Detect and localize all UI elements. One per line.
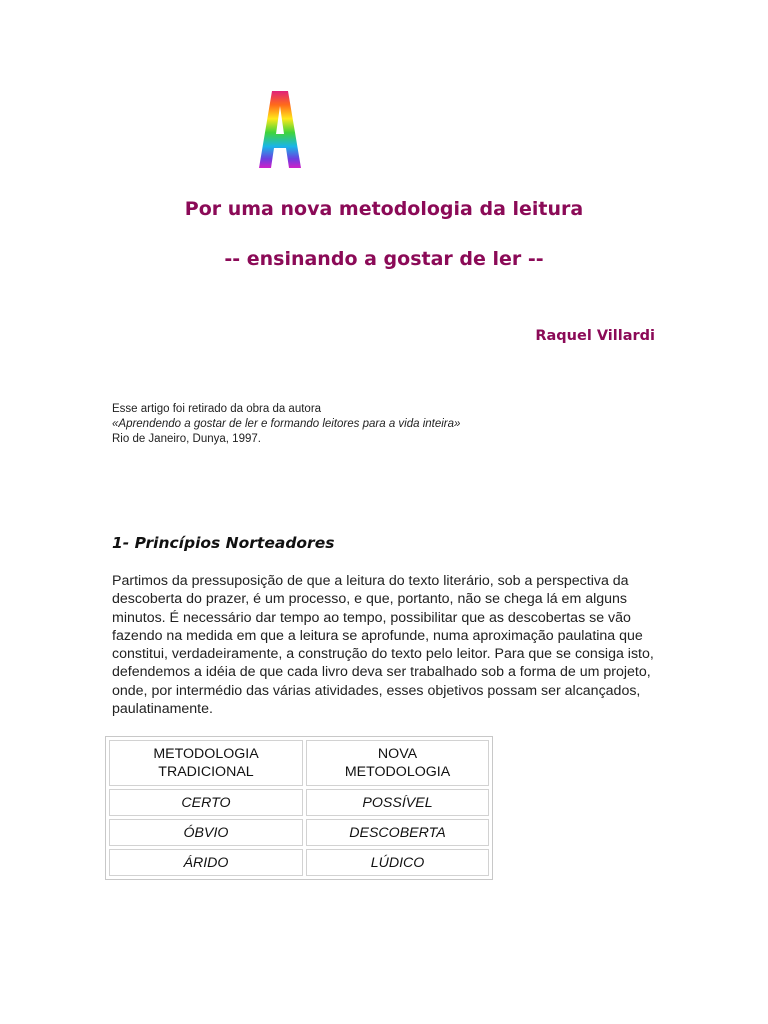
- page-subtitle: -- ensinando a gostar de ler --: [224, 248, 544, 270]
- author-name: Raquel Villardi: [535, 328, 655, 344]
- rainbow-letter-a-logo: [255, 88, 305, 172]
- header-traditional: METODOLOGIA TRADICIONAL: [109, 740, 303, 786]
- section-heading: 1- Princípios Norteadores: [112, 534, 335, 552]
- source-note: [112, 402, 460, 447]
- page-title: Por uma nova metodologia da leitura: [184, 198, 584, 220]
- table-header-row: [109, 740, 489, 786]
- table-cell: ÓBVIO: [109, 819, 303, 846]
- table-row: [109, 789, 489, 816]
- body-paragraph: Partimos da pressuposição de que a leitura do texto literário, sob a perspectiva da descoberta do prazer, é um processo, e que, portanto, não se chega lá em alguns minutos. É necessário dar tempo ao tempo, possibilitar que as descobertas se vão fazendo na medida em que a leitura se aprofunde, numa aproximação paulatina que constitui, verdadeiramente, a construção do texto pelo leitor. Para que se consiga isto, defendemos a idéia de que cada livro deva ser trabalhado sob a forma de um projeto, onde, por intermédio das várias atividades, esses objetivos possam ser alcançados, paulatinamente.: [112, 573, 654, 718]
- source-publication: Rio de Janeiro, Dunya, 1997.: [112, 433, 261, 445]
- header-new: NOVA METODOLOGIA: [306, 740, 489, 786]
- table-row: [109, 819, 489, 846]
- table-cell: ÁRIDO: [109, 849, 303, 876]
- methodology-table: [105, 736, 493, 880]
- table-cell: POSSÍVEL: [306, 789, 489, 816]
- table-cell: CERTO: [109, 789, 303, 816]
- table-cell: LÚDICO: [306, 849, 489, 876]
- source-book-title: «Aprendendo a gostar de ler e formando leitores para a vida inteira»: [112, 418, 461, 430]
- table-row: [109, 849, 489, 876]
- source-line-intro: Esse artigo foi retirado da obra da autora: [112, 403, 322, 415]
- table-cell: DESCOBERTA: [306, 819, 489, 846]
